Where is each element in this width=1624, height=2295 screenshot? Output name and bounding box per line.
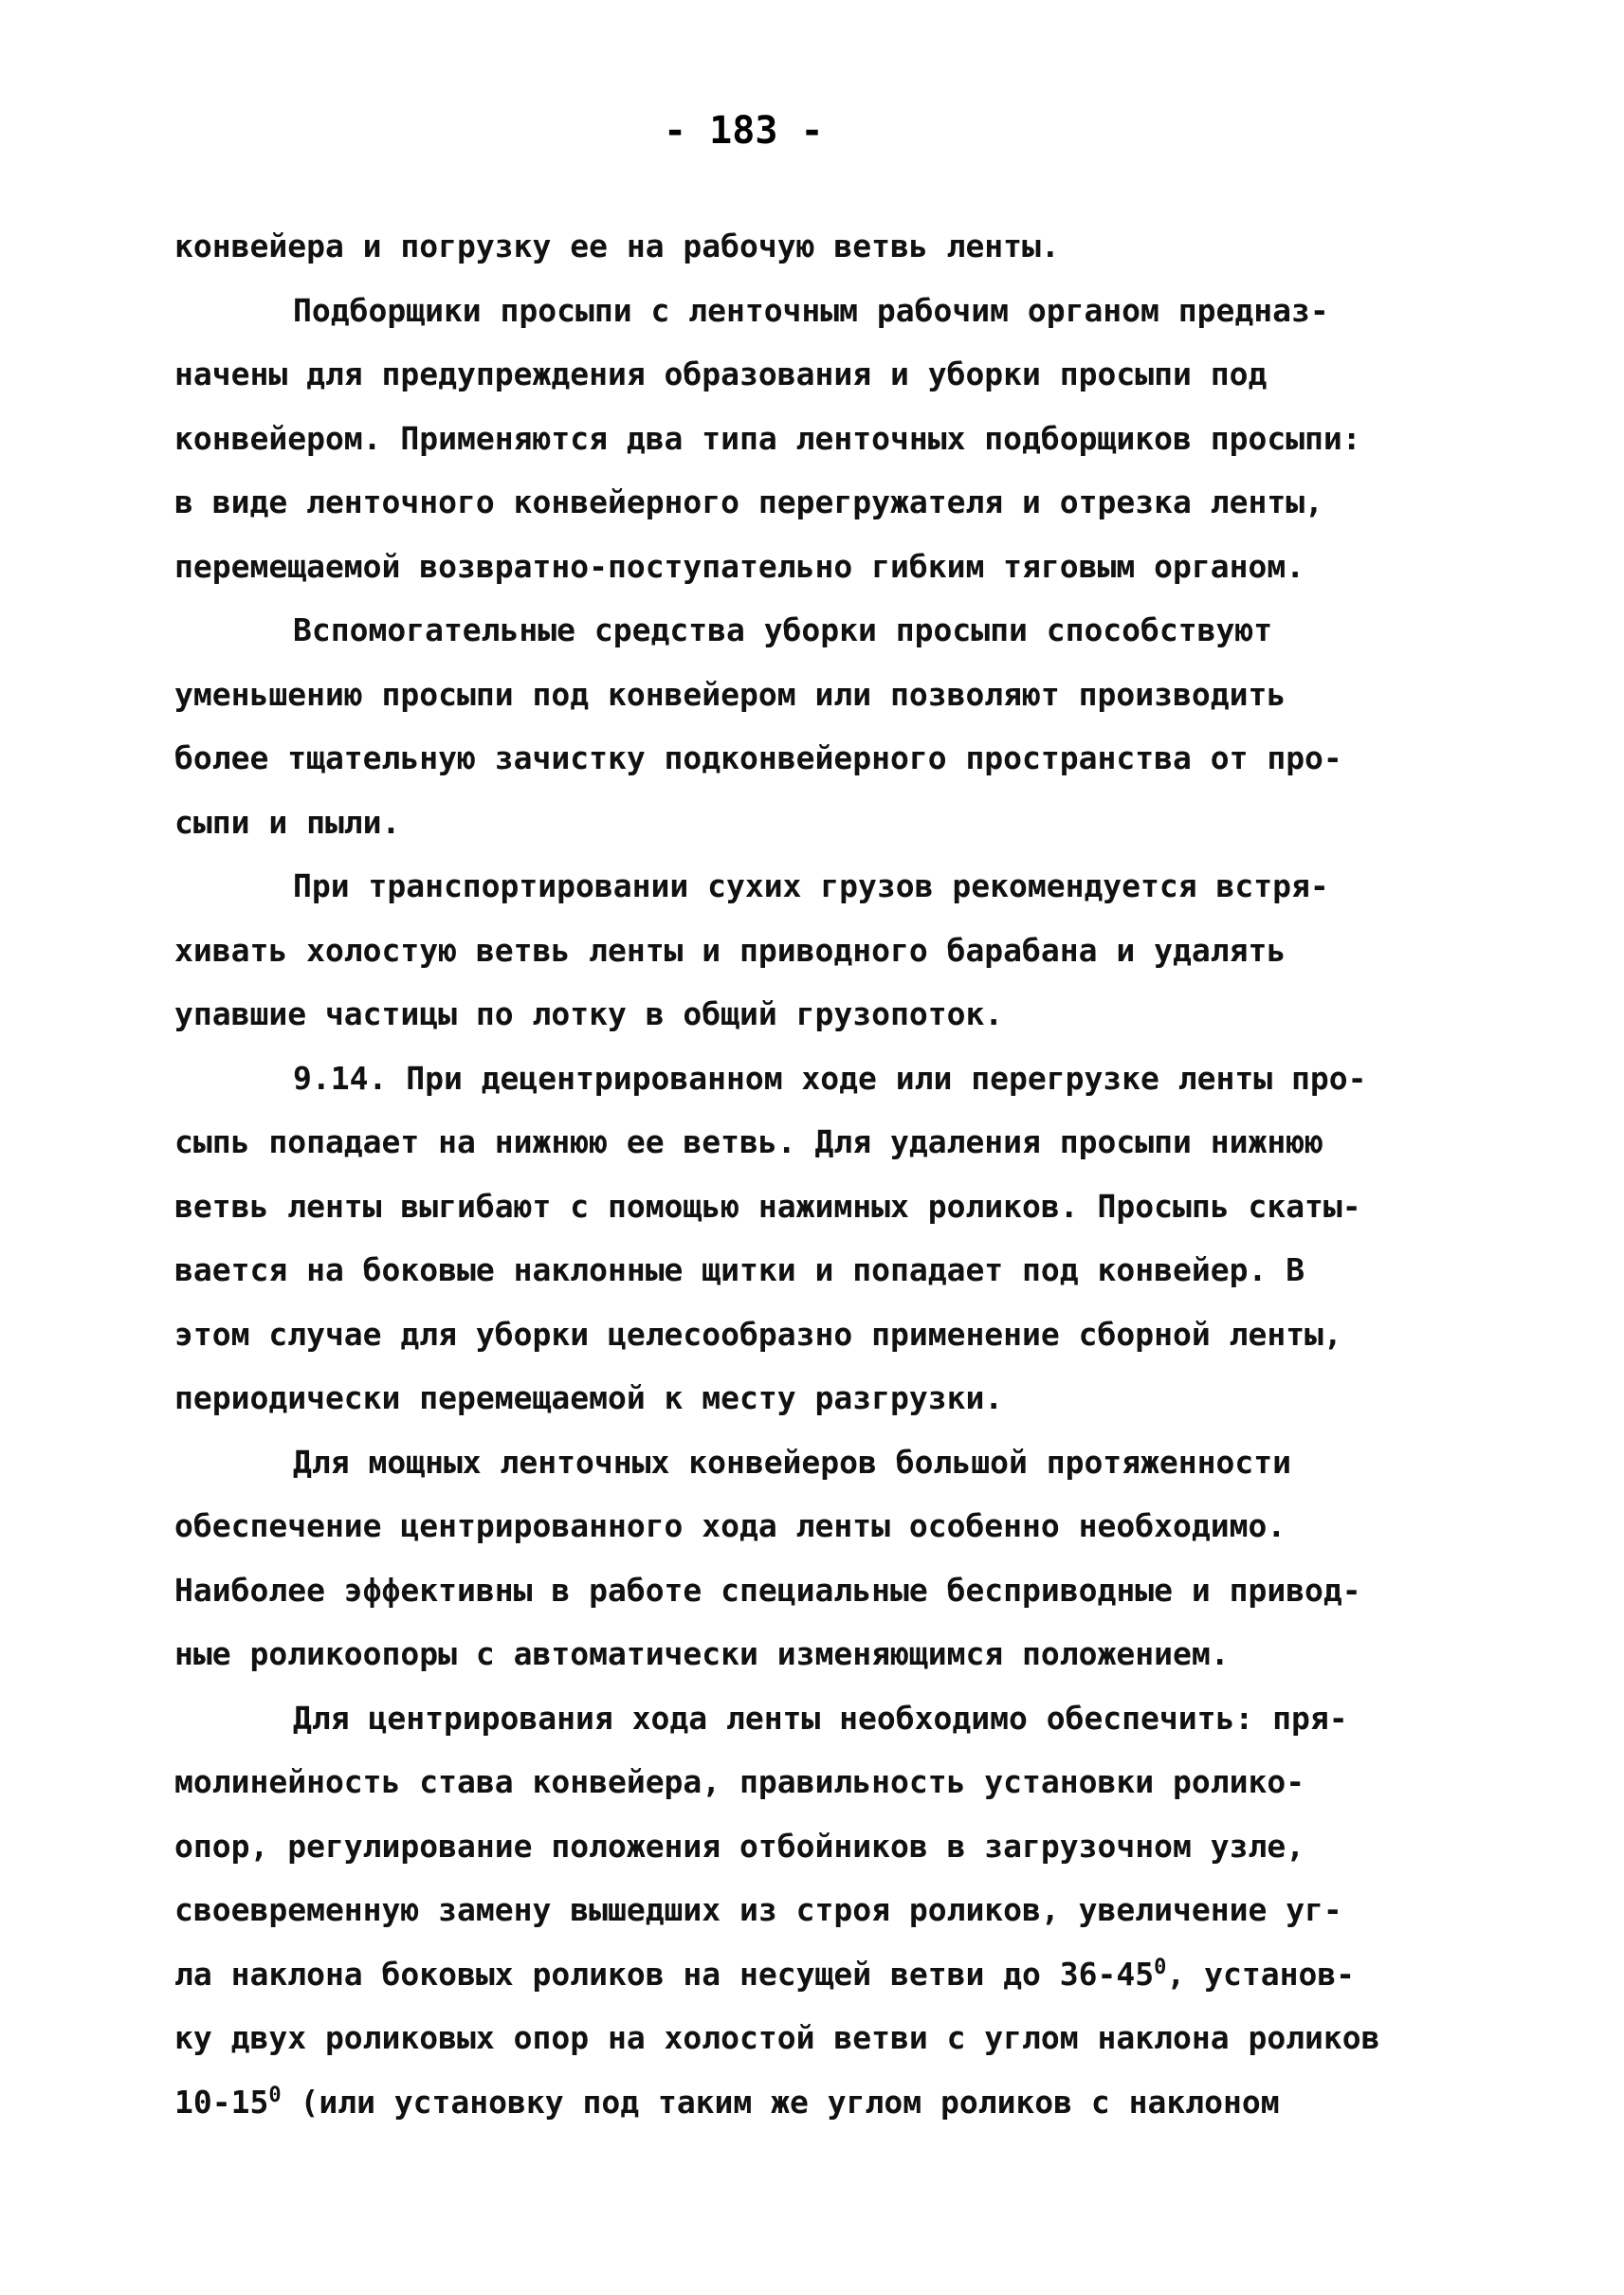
text-line-content: Вспомогательные средства уборки просыпи способствуют <box>293 611 1273 648</box>
text-line-content: ку двух роликовых опор на холостой ветви с углом наклона роликов <box>174 2019 1380 2056</box>
text-line-content: конвейера и погрузку ее на рабочую ветвь ленты. <box>174 228 1060 264</box>
text-line-continuation: (или установку под таким же углом роликов с наклоном <box>281 2083 1280 2121</box>
text-line-content: сыпи и пыли. <box>174 803 401 841</box>
text-line <box>174 1494 1502 1558</box>
text-line <box>174 1366 1502 1430</box>
page-number: - 183 - <box>664 109 824 153</box>
text-line <box>174 1175 1502 1239</box>
text-line-content: этом случае для уборки целесообразно применение сборной ленты, <box>174 1315 1342 1353</box>
text-line-content: упавшие частицы по лотку в общий грузопоток. <box>174 995 1004 1032</box>
text-line-content: уменьшению просыпи под конвейером или позволяют производить <box>174 675 1286 713</box>
body-text <box>174 214 1502 2134</box>
text-line-content: При транспортировании сухих грузов рекомендуется встря- <box>293 867 1329 904</box>
text-line <box>174 2070 1502 2135</box>
text-line-content: периодически перемещаемой к месту разгрузки. <box>174 1379 1004 1416</box>
text-line <box>174 407 1502 471</box>
text-line-content: хивать холостую ветвь ленты и приводного барабана и удалять <box>174 931 1286 969</box>
text-line-content: перемещаемой возвратно-поступательно гибким тяговым органом. <box>174 547 1305 585</box>
text-line <box>174 726 1502 791</box>
text-line <box>174 1942 1502 2007</box>
text-line <box>174 982 1502 1047</box>
text-line-content: Подборщики просыпи с ленточным рабочим органом предназ- <box>293 291 1329 329</box>
text-line <box>174 663 1502 727</box>
text-line <box>174 1686 1502 1751</box>
text-line-content: ные роликоопоры с автоматически изменяющимся положением. <box>174 1635 1230 1672</box>
text-line-content: обеспечение центрированного хода ленты особенно необходимо. <box>174 1507 1286 1544</box>
text-line <box>174 535 1502 599</box>
text-line-content: конвейером. Применяются два типа ленточных подборщиков просыпи: <box>174 419 1361 457</box>
text-line <box>174 2006 1502 2070</box>
text-line <box>174 791 1502 855</box>
degree-superscript: 0 <box>1154 1955 1167 1979</box>
text-line <box>174 854 1502 919</box>
text-line <box>174 1622 1502 1686</box>
text-line-continuation: , установ- <box>1166 1955 1356 1993</box>
text-line <box>174 1302 1502 1367</box>
text-line <box>174 279 1502 343</box>
degree-superscript: 0 <box>268 2083 282 2107</box>
text-line-content: сыпь попадает на нижнюю ее ветвь. Для удаления просыпи нижнюю <box>174 1123 1323 1160</box>
text-line-content: начены для предупреждения образования и уборки просыпи под <box>174 355 1268 392</box>
text-line <box>174 1878 1502 1942</box>
text-line-content: ветвь ленты выгибают с помощью нажимных роликов. Просыпь скаты- <box>174 1187 1361 1225</box>
text-line <box>174 1047 1502 1111</box>
text-line <box>174 1430 1502 1495</box>
text-line <box>174 1238 1502 1302</box>
text-line <box>174 214 1502 279</box>
text-line-content: в виде ленточного конвейерного перегружателя и отрезка ленты, <box>174 483 1323 520</box>
text-line <box>174 1110 1502 1175</box>
text-line-content: 10-15 <box>174 2083 269 2121</box>
text-line <box>174 598 1502 663</box>
text-line <box>174 1814 1502 1879</box>
text-line-content: Для мощных ленточных конвейеров большой протяженности <box>293 1443 1291 1481</box>
text-line-content: вается на боковые наклонные щитки и попадает под конвейер. В <box>174 1251 1305 1288</box>
text-line <box>174 342 1502 407</box>
text-line-content: Для центрирования хода ленты необходимо обеспечить: пря- <box>293 1699 1348 1737</box>
text-line-content: ла наклона боковых роликов на несущей ветви до 36-45 <box>174 1955 1155 1993</box>
text-line <box>174 470 1502 535</box>
text-line-content: более тщательную зачистку подконвейерного пространства от про- <box>174 739 1342 776</box>
text-line <box>174 919 1502 983</box>
text-line <box>174 1750 1502 1814</box>
text-line-content: своевременную замену вышедших из строя роликов, увеличение уг- <box>174 1891 1342 1928</box>
text-line-content: 9.14. При децентрированном ходе или перегрузке ленты про- <box>293 1059 1367 1097</box>
text-line-content: молинейность става конвейера, правильность установки ролико- <box>174 1763 1305 1800</box>
text-line <box>174 1558 1502 1623</box>
text-line-content: опор, регулирование положения отбойников в загрузочном узле, <box>174 1827 1305 1865</box>
text-line-content: Наиболее эффективны в работе специальные бесприводные и привод- <box>174 1571 1361 1609</box>
